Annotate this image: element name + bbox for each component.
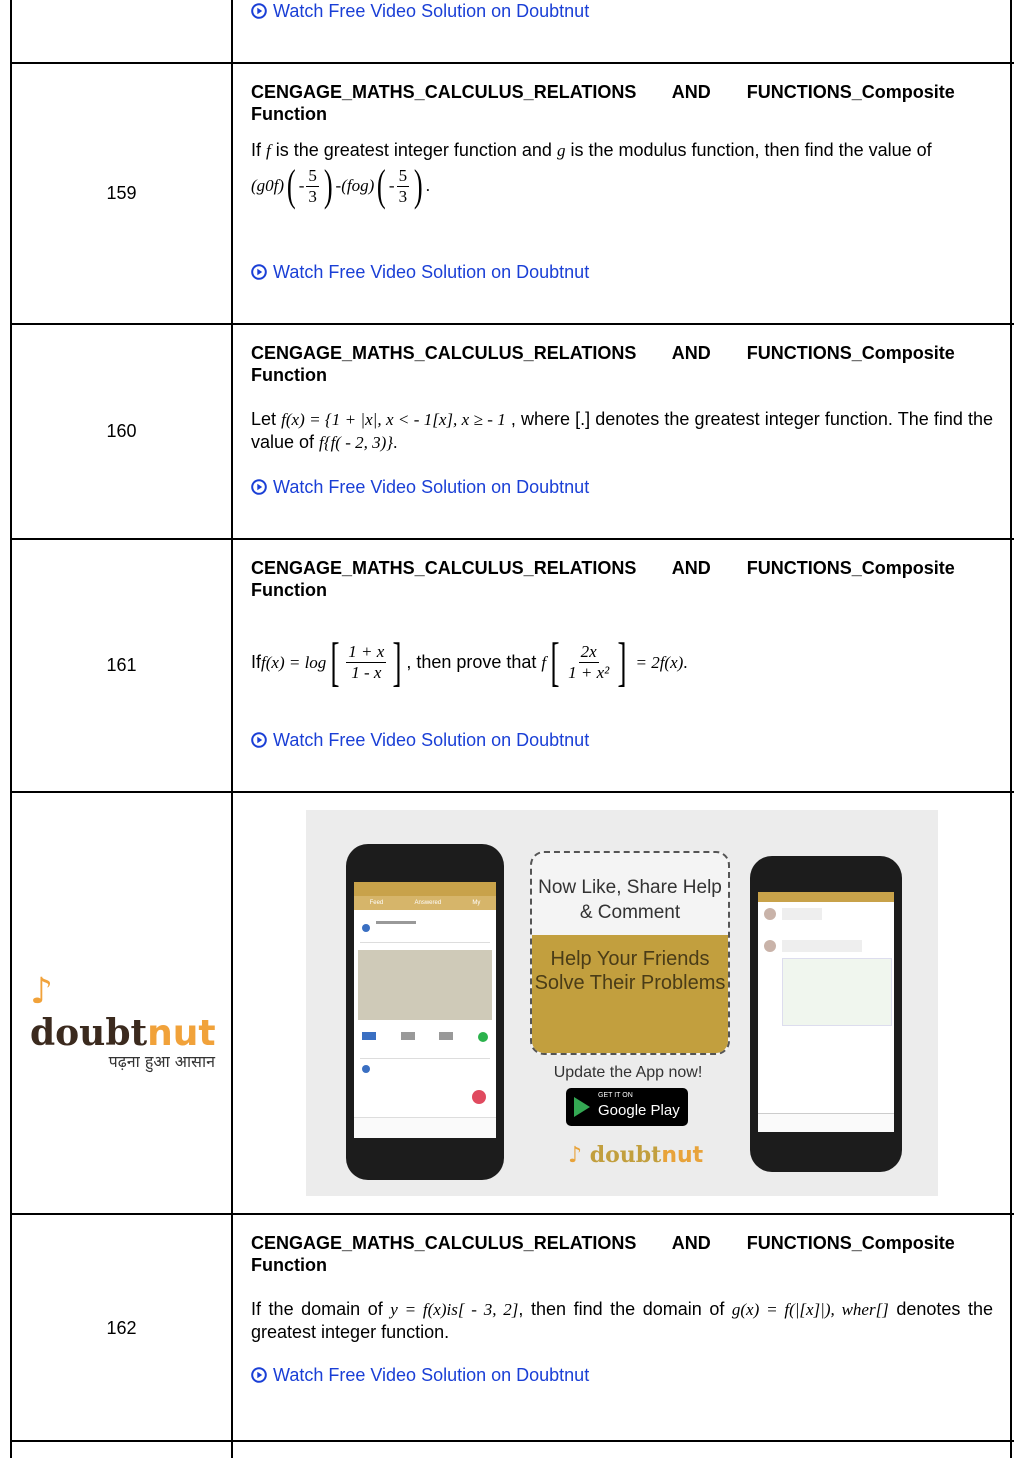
question-header [251, 342, 993, 386]
bracket: [ [330, 632, 340, 692]
play-circle-icon [251, 479, 267, 495]
q-text: is the greatest integer function and [270, 140, 557, 160]
header-and: AND [671, 1233, 711, 1253]
frac-den: 1 + x² [568, 662, 610, 682]
watch-video-link[interactable] [251, 1364, 993, 1386]
math-f: f [541, 652, 547, 672]
math-piecewise: f(x) = {1 + |x|, x < - 1[x], x ≥ - 1 [281, 410, 506, 429]
watch-video-link[interactable] [251, 261, 993, 283]
question-text [251, 1298, 993, 1344]
fraction [306, 166, 319, 207]
bracket: ] [392, 632, 402, 692]
watch-video-link[interactable] [251, 476, 993, 498]
question-number: 162 [106, 1318, 137, 1338]
header-tail: Function [251, 580, 327, 600]
header-topic: CENGAGE_MATHS_CALCULUS_RELATIONS [251, 558, 637, 578]
header-subtopic: FUNCTIONS_Composite [746, 82, 955, 102]
q-text: If [251, 651, 262, 672]
question-block [251, 1232, 993, 1344]
frac-num: 5 [398, 165, 408, 185]
row-divider [10, 62, 1014, 64]
math-minus: - [298, 176, 305, 195]
fraction [397, 166, 410, 207]
gplay-small-label: GET IT ON [598, 1092, 633, 1099]
logo-brand-a: doubt [30, 1012, 148, 1054]
row-divider [10, 323, 1014, 325]
header-and: AND [671, 343, 711, 363]
note-icon: ♪ [568, 1143, 583, 1168]
promo-box [530, 851, 730, 1055]
question-text [251, 632, 993, 692]
q-text: Let [251, 409, 282, 429]
question-header [251, 81, 993, 125]
play-circle-icon [251, 732, 267, 748]
question-text [251, 139, 993, 162]
question-block [251, 557, 993, 692]
math-f: f [266, 141, 271, 160]
bracket: [ [550, 632, 560, 692]
doubtnut-small-logo [568, 1142, 703, 1168]
header-tail: Function [251, 365, 327, 385]
math-expression [251, 161, 993, 210]
paren: ( [286, 161, 296, 210]
logo-brand-b: nut [147, 1013, 216, 1054]
gplay-label: Google Play [598, 1102, 680, 1119]
phone-right-image [750, 856, 902, 1172]
phone-left-image: Feed Answered My [346, 844, 504, 1180]
math-log: f(x) = log [261, 652, 327, 672]
math-ff: f{f( - 2, 3)} [319, 433, 394, 452]
row-divider [10, 538, 1014, 540]
header-topic: CENGAGE_MATHS_CALCULUS_RELATIONS [251, 1233, 637, 1253]
header-and: AND [671, 558, 711, 578]
bracket: ] [617, 632, 627, 692]
watch-video-link[interactable] [251, 729, 993, 751]
q-text: If [251, 140, 267, 160]
math-minus: - [335, 176, 342, 195]
google-play-button[interactable] [566, 1088, 688, 1126]
question-block [251, 81, 993, 208]
question-text [251, 408, 993, 454]
header-tail: Function [251, 104, 327, 124]
header-and: AND [671, 82, 711, 102]
math-gof: (g0f) [251, 176, 285, 195]
paren: ) [414, 161, 423, 210]
frac-den: 1 - x [351, 662, 382, 682]
q-text: , then find the domain of [518, 1299, 732, 1319]
question-header [251, 557, 993, 601]
math-rhs: = 2f(x) [631, 652, 684, 672]
q-text: is the modulus function, then find the value of [565, 140, 932, 160]
watch-video-label: Watch Free Video Solution on Doubtnut [273, 477, 590, 497]
frac-num: 2x [580, 641, 597, 661]
app-update-banner[interactable] [306, 810, 938, 1196]
header-topic: CENGAGE_MATHS_CALCULUS_RELATIONS [251, 82, 637, 102]
header-topic: CENGAGE_MATHS_CALCULUS_RELATIONS [251, 343, 637, 363]
header-subtopic: FUNCTIONS_Composite [746, 1233, 955, 1253]
question-number: 160 [106, 421, 137, 441]
math-g: g [556, 141, 566, 160]
math-minus: - [388, 176, 395, 195]
math-end: . [425, 176, 430, 195]
note-icon: ♪ [30, 970, 53, 1012]
play-circle-icon [251, 1367, 267, 1383]
question-block [251, 342, 993, 454]
promo-text-1: Now Like, Share Help & Comment [538, 877, 722, 923]
math-g: g(x) = f(|[x]|), wher[] [731, 1300, 889, 1319]
math-fog: (fog) [341, 176, 375, 195]
paren: ( [377, 161, 386, 210]
q-text: If the domain of [251, 1299, 391, 1319]
frac-num: 1 + x [348, 641, 385, 661]
math-domain: y = f(x)is[ - 3, 2] [390, 1300, 519, 1319]
logo-tagline: पढ़ना हुआ आसान [108, 1052, 215, 1071]
play-store-icon [574, 1097, 590, 1117]
watch-video-label: Watch Free Video Solution on Doubtnut [273, 1365, 590, 1385]
question-header [251, 1232, 993, 1276]
q-text: denotes the greatest integer function. [251, 1299, 993, 1342]
watch-video-label: Watch Free Video Solution on Doubtnut [273, 730, 590, 750]
play-circle-icon [251, 3, 267, 19]
frac-den: 3 [398, 186, 408, 206]
question-number: 161 [106, 655, 137, 675]
logo-brand-b: nut [661, 1143, 704, 1168]
math-end: . [683, 652, 688, 672]
fraction [346, 642, 386, 683]
watch-video-label: Watch Free Video Solution on Doubtnut [273, 1, 590, 21]
doubtnut-logo [30, 970, 215, 1072]
q-text: , where [.] denotes the greatest integer function. The find the value of [251, 409, 993, 452]
logo-brand-a: doubt [589, 1142, 662, 1168]
frac-den: 3 [308, 186, 317, 206]
play-circle-icon [251, 264, 267, 280]
watch-video-link[interactable] [251, 0, 993, 22]
frac-num: 5 [308, 165, 317, 185]
update-app-text: Update the App now! [553, 1064, 703, 1081]
row-divider [10, 1213, 1014, 1215]
header-subtopic: FUNCTIONS_Composite [746, 558, 955, 578]
promo-text-2: Help Your Friends Solve Their Problems [534, 948, 726, 994]
q-text: , then prove that [406, 651, 542, 672]
fraction [566, 642, 611, 683]
paren: ) [323, 161, 333, 210]
math-end: . [393, 433, 398, 452]
column-divider [231, 0, 233, 1458]
row-divider [10, 791, 1014, 793]
header-tail: Function [251, 1255, 327, 1275]
question-number: 159 [106, 183, 137, 203]
watch-video-label: Watch Free Video Solution on Doubtnut [273, 262, 590, 282]
header-subtopic: FUNCTIONS_Composite [746, 343, 955, 363]
row-divider [10, 1440, 1014, 1442]
